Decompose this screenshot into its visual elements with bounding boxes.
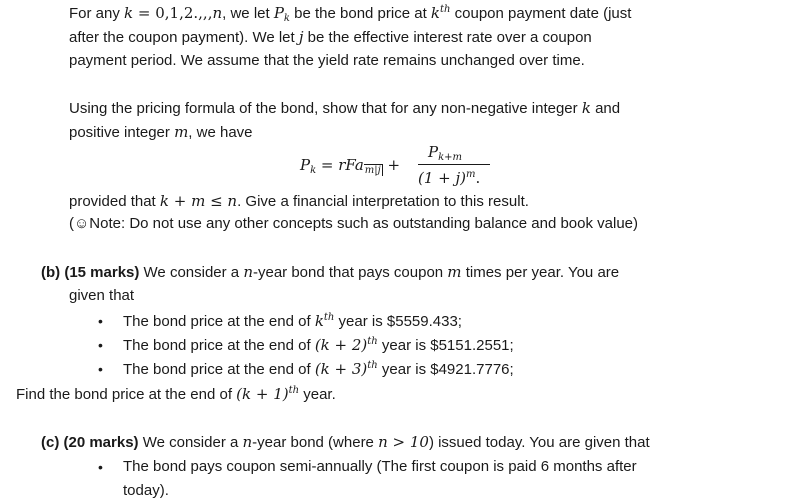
math-k: k	[581, 99, 591, 117]
fraction-bar	[418, 164, 490, 165]
marks: (20 marks)	[63, 434, 139, 451]
text: year.	[299, 386, 336, 403]
math-range: = 0,1,2.,,,	[133, 4, 213, 22]
math-den: (1 + j)	[418, 169, 467, 187]
text: provided that	[69, 193, 160, 210]
math-sup: th	[367, 336, 378, 347]
math-sub: k	[310, 165, 317, 176]
math-angle: m|j	[364, 165, 381, 176]
text: year is $4921.7776;	[377, 361, 514, 378]
math-sup: m	[466, 169, 476, 180]
text: We consider a	[139, 264, 244, 281]
math-k: k	[124, 4, 134, 22]
math-sub: k+m	[438, 152, 463, 163]
math-annuity: a	[354, 156, 364, 174]
part-b-line2	[69, 286, 134, 306]
math-k: (k + 2)	[314, 336, 368, 354]
text: today).	[123, 482, 169, 499]
text: , we have	[188, 124, 253, 141]
text: payment period. We assume that the yield rate remains unchanged over time.	[69, 52, 585, 69]
text: The bond price at the end of	[123, 337, 315, 354]
part-label: (c)	[41, 434, 64, 451]
math-sup: th	[323, 312, 335, 323]
math-rF: rF	[338, 156, 355, 174]
math-m: m	[447, 263, 462, 281]
text: and	[590, 100, 621, 117]
math-sup: th	[367, 360, 378, 371]
math-j: j	[298, 28, 304, 46]
fraction-denominator	[418, 168, 480, 189]
text: For any	[69, 5, 125, 22]
math-condition: n > 10	[378, 433, 429, 451]
math-sub: k	[283, 13, 290, 24]
math-m: m	[174, 123, 189, 141]
math-k: (k + 3)	[314, 360, 368, 378]
bullet: •	[98, 337, 103, 353]
note-text: (☺Note: Do not use any other concepts such as outstanding balance and book value)	[69, 215, 639, 232]
para1-line2	[69, 27, 592, 48]
part-b-line1	[41, 262, 619, 283]
text: given that	[69, 287, 135, 304]
text: Using the pricing formula of the bond, show that for any non-negative integer	[69, 100, 582, 117]
math-plus: +	[382, 156, 401, 174]
math-n: n	[212, 4, 223, 22]
fraction-numerator	[428, 142, 462, 163]
math-condition: k + m ≤ n	[159, 192, 238, 210]
math-k: k	[314, 312, 324, 330]
math-k: k	[430, 4, 441, 22]
para3-line1	[69, 191, 529, 212]
text: Find the bond price at the end of	[16, 386, 237, 403]
text: coupon payment date (just	[450, 5, 632, 22]
para3-line2	[69, 214, 638, 234]
part-c-line1	[41, 432, 650, 453]
marks: (15 marks)	[64, 264, 140, 281]
text: The bond pays coupon semi-annually (The first coupon is paid 6 months after	[123, 458, 637, 475]
text: , we let	[222, 5, 274, 22]
list-item	[123, 335, 514, 356]
bullet: •	[98, 459, 103, 475]
math-sup: th	[288, 385, 300, 396]
text: positive integer	[69, 124, 175, 141]
para2-line2	[69, 122, 253, 143]
part-b-find	[16, 384, 336, 405]
math-eq: =	[316, 156, 339, 174]
math-P: P	[428, 143, 439, 161]
text: year is $5151.2551;	[377, 337, 514, 354]
math-n: n	[243, 263, 253, 281]
list-item-continued	[123, 481, 169, 501]
text: be the bond price at	[289, 5, 431, 22]
list-item	[123, 359, 514, 380]
text: We consider a	[138, 434, 243, 451]
para1-line1	[69, 3, 631, 24]
text: -year bond (where	[252, 434, 379, 451]
text: times per year. You are	[461, 264, 620, 281]
text: -year bond that pays coupon	[253, 264, 448, 281]
math-P: P	[273, 4, 284, 22]
text: after the coupon payment). We let	[69, 29, 299, 46]
math-P: P	[300, 156, 311, 174]
para1-line3	[69, 51, 585, 71]
math-dot: .	[475, 169, 481, 187]
para2-line1	[69, 98, 620, 119]
list-item	[123, 457, 637, 477]
list-item	[123, 311, 462, 332]
bullet: •	[98, 313, 103, 329]
text: year is $5559.433;	[334, 313, 462, 330]
math-n: n	[242, 433, 253, 451]
text: . Give a financial interpretation to this result.	[237, 193, 529, 210]
text: The bond price at the end of	[123, 313, 315, 330]
math-sup: th	[440, 4, 451, 15]
part-label: (b)	[41, 264, 65, 281]
bullet: •	[98, 361, 103, 377]
text: be the effective interest rate over a coupon	[303, 29, 592, 46]
formula-lhs	[300, 155, 400, 176]
text: ) issued today. You are given that	[428, 434, 650, 451]
text: The bond price at the end of	[123, 361, 315, 378]
math-k: (k + 1)	[236, 385, 289, 403]
